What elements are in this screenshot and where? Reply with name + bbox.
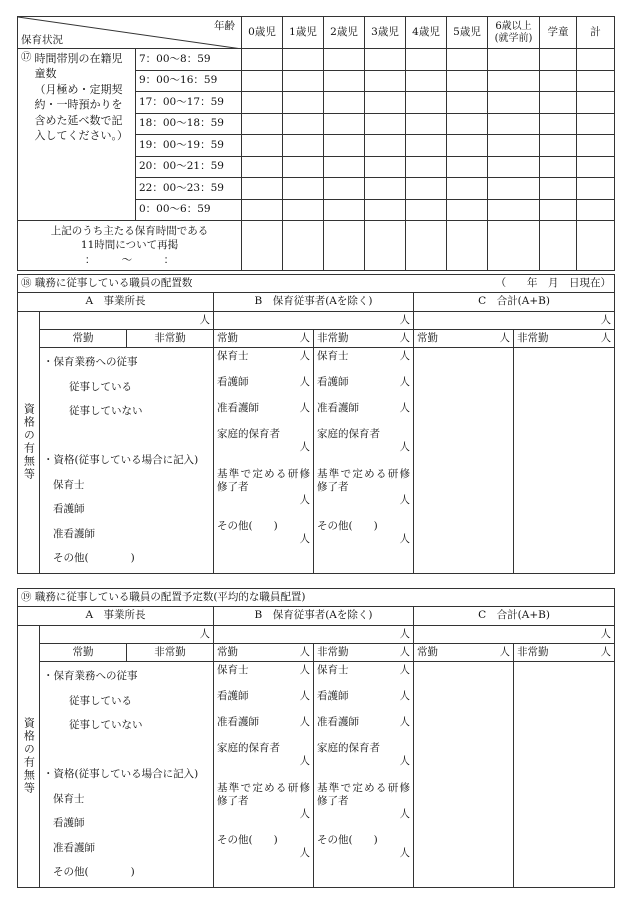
col-header-age5: 5歳児 [447,17,488,49]
c-fulltime-header[interactable] [414,330,514,348]
count-cell[interactable] [488,178,540,200]
count-cell[interactable] [577,178,615,200]
col-header-age3: 3歳児 [365,17,406,49]
b-ft-unit: 人 [299,533,310,546]
b-pt-nurse: 看護師 [317,376,349,388]
b-pt-unit: 人 [399,690,410,702]
count-cell[interactable] [540,135,577,157]
footer-recap-time-range[interactable]: ： 〜 ： [84,253,175,266]
b-ft-assistant-nurse: 准看護師 [217,402,259,414]
b-pt-unit: 人 [399,494,410,507]
count-cell[interactable] [488,113,540,135]
a-fulltime-header: 常勤 [40,330,127,348]
count-cell[interactable] [365,135,406,157]
b-ft-unit: 人 [299,402,310,414]
b-parttime-header [314,330,414,348]
diagonal-line [18,17,242,49]
count-cell[interactable] [540,113,577,135]
label-17-cell [18,49,136,221]
count-cell[interactable] [406,113,447,135]
count-cell[interactable] [242,178,283,200]
count-cell[interactable] [324,199,365,221]
footer-recap-line1: 上記のうち主たる保育時間である [50,225,209,238]
count-cell[interactable] [324,221,365,271]
count-cell[interactable] [406,178,447,200]
count-cell[interactable] [365,70,406,92]
b-ft-unit: 人 [299,376,310,388]
count-cell[interactable] [283,92,324,114]
count-cell[interactable] [447,156,488,178]
side-label-qualifications: 資格の有無等 [18,626,40,888]
count-cell[interactable] [488,156,540,178]
b-pt-unit: 人 [399,441,410,454]
b-fulltime-unit: 人 [299,645,310,658]
count-cell[interactable] [324,135,365,157]
count-cell[interactable] [324,178,365,200]
side-label-qualifications: 資格の有無等 [18,312,40,574]
count-cell[interactable] [324,70,365,92]
count-cell[interactable] [324,156,365,178]
col-header-age1: 1歳児 [283,17,324,49]
b-pt-unit: 人 [399,533,410,546]
count-cell[interactable] [447,70,488,92]
c-parttime-unit: 人 [600,331,612,344]
count-cell[interactable] [406,92,447,114]
count-cell[interactable] [242,156,283,178]
b-pt-unit: 人 [399,402,410,414]
col-header-c: C 合計(A+B) [414,293,615,312]
b-pt-other: その他( ) [317,834,378,846]
time-slot-label: 19：00〜19：59 [136,135,242,157]
count-cell[interactable] [488,221,540,271]
b-ft-assistant-nurse: 准看護師 [217,716,259,728]
c-fulltime-body[interactable] [414,348,514,574]
c-fulltime-header[interactable] [414,644,514,662]
table-18-staff-placement [17,274,615,574]
a-items-list[interactable] [40,348,214,574]
count-cell[interactable] [365,156,406,178]
count-cell[interactable] [577,113,615,135]
b-pt-unit: 人 [399,350,410,362]
count-cell[interactable] [283,221,324,271]
section-18-as-of-date[interactable]: （ 年 月 日現在） [495,276,612,289]
b-pt-nursery-teacher: 保育士 [317,350,349,362]
a-item-assistant-nurse[interactable]: 准看護師 [53,527,95,540]
count-cell[interactable] [447,135,488,157]
b-pt-home-caregiver: 家庭的保育者 [317,742,380,754]
time-slot-label: 17：00〜17：59 [136,92,242,114]
a-item-nurse[interactable]: 看護師 [53,817,85,829]
footer-recap-cell[interactable] [18,221,242,271]
unit-c-total[interactable]: 人 [414,626,615,644]
b-fulltime-label: 常勤 [217,645,238,658]
count-cell[interactable] [283,113,324,135]
label-17-number: ⑰ [21,51,32,63]
a-item-assistant-nurse[interactable]: 准看護師 [53,841,95,854]
count-cell[interactable] [540,70,577,92]
table-19-planned-staff [17,588,615,888]
b-ft-unit: 人 [299,808,310,821]
a-item-qualification: ・資格(従事している場合に記入) [43,454,199,466]
time-slot-label: 0：00〜6：59 [136,199,242,221]
a-items-list[interactable] [40,662,214,888]
b-pt-nursery-teacher: 保育士 [317,664,349,676]
b-ft-home-caregiver: 家庭的保育者 [217,428,280,440]
count-cell[interactable] [577,70,615,92]
c-parttime-header[interactable] [514,644,615,662]
count-cell[interactable] [242,221,283,271]
b-pt-assistant-nurse: 准看護師 [317,402,359,414]
b-pt-certified-trainee: 基準で定める研修修了者 [317,468,410,494]
unit-a-total[interactable]: 人 [40,626,214,644]
count-cell[interactable] [447,92,488,114]
col-header-a: A 事業所長 [18,293,214,312]
count-cell[interactable] [242,49,283,71]
a-item-qualification: ・資格(従事している場合に記入) [43,768,199,780]
count-cell[interactable] [577,156,615,178]
c-fulltime-body[interactable] [414,662,514,888]
count-cell[interactable] [283,49,324,71]
time-slot-label: 9：00〜16：59 [136,70,242,92]
header-corner-cell [18,17,242,49]
c-parttime-unit: 人 [600,645,612,658]
c-fulltime-unit: 人 [499,331,510,344]
b-parttime-unit: 人 [399,645,410,658]
c-fulltime-unit: 人 [499,645,510,658]
a-item-nurse[interactable]: 看護師 [53,503,85,515]
count-cell[interactable] [365,178,406,200]
count-cell[interactable] [365,49,406,71]
count-cell[interactable] [324,113,365,135]
a-fulltime-header: 常勤 [40,644,127,662]
b-fulltime-items[interactable] [214,348,314,574]
table-17-hourly-enrollment [17,16,615,271]
b-parttime-header [314,644,414,662]
b-ft-other: その他( ) [217,520,278,532]
count-cell[interactable] [540,49,577,71]
b-pt-certified-trainee: 基準で定める研修修了者 [317,782,410,808]
b-pt-other: その他( ) [317,520,378,532]
a-item-other[interactable]: その他( ) [53,552,135,564]
c-parttime-header[interactable] [514,330,615,348]
col-header-c: C 合計(A+B) [414,607,615,626]
b-fulltime-header [214,644,314,662]
count-cell[interactable] [447,178,488,200]
label-17-text: 時間帯別の在籍児童数 （月極め・定期契約・一時預かりを含めた延べ数で記入してください。） [34,52,128,142]
count-cell[interactable] [447,221,488,271]
count-cell[interactable] [577,92,615,114]
count-cell[interactable] [365,221,406,271]
count-cell[interactable] [577,199,615,221]
col-header-age0: 0歳児 [242,17,283,49]
col-header-b: B 保育従事者(Aを除く) [214,607,414,626]
c-parttime-label: 非常勤 [517,645,549,658]
b-pt-home-caregiver: 家庭的保育者 [317,428,380,440]
b-ft-nursery-teacher: 保育士 [217,350,249,362]
col-header-age6plus: 6歳以上 (就学前) [488,17,540,49]
count-cell[interactable] [283,178,324,200]
a-item-engagement: ・保育業務への従事 [43,670,138,682]
count-cell[interactable] [242,199,283,221]
count-cell[interactable] [324,92,365,114]
count-cell[interactable] [365,113,406,135]
a-item-not-engaged[interactable]: 従事していない [69,719,143,731]
b-ft-certified-trainee: 基準で定める研修修了者 [217,782,310,808]
count-cell[interactable] [283,156,324,178]
b-pt-unit: 人 [399,716,410,728]
count-cell[interactable] [488,49,540,71]
b-pt-nurse: 看護師 [317,690,349,702]
b-ft-unit: 人 [299,690,310,702]
count-cell[interactable] [577,135,615,157]
b-pt-unit: 人 [399,376,410,388]
b-parttime-items[interactable] [314,662,414,888]
a-item-engaged[interactable]: 従事している [69,694,132,707]
b-pt-unit: 人 [399,808,410,821]
b-ft-unit: 人 [299,494,310,507]
count-cell[interactable] [488,199,540,221]
count-cell[interactable] [406,156,447,178]
count-cell[interactable] [365,92,406,114]
count-cell[interactable] [242,92,283,114]
count-cell[interactable] [540,221,577,271]
count-cell[interactable] [283,70,324,92]
b-pt-unit: 人 [399,847,410,860]
a-item-engaged[interactable]: 従事している [69,380,132,393]
b-pt-assistant-nurse: 准看護師 [317,716,359,728]
unit-c-total[interactable]: 人 [414,312,615,330]
col-header-school: 学童 [540,17,577,49]
c-parttime-body[interactable] [514,348,615,574]
b-ft-unit: 人 [299,755,310,768]
a-item-nursery-teacher[interactable]: 保育士 [53,478,85,491]
count-cell[interactable] [540,178,577,200]
count-cell[interactable] [447,49,488,71]
section-18-title: ⑱ 職務に従事している職員の配置数 [21,276,193,289]
count-cell[interactable] [406,49,447,71]
a-parttime-header: 非常勤 [127,330,214,348]
count-cell[interactable] [283,135,324,157]
count-cell[interactable] [577,49,615,71]
b-fulltime-header [214,330,314,348]
time-slot-label: 18：00〜18：59 [136,113,242,135]
b-parttime-items[interactable] [314,348,414,574]
b-parttime-unit: 人 [399,331,410,344]
count-cell[interactable] [406,135,447,157]
col-header-a: A 事業所長 [18,607,214,626]
b-ft-certified-trainee: 基準で定める研修修了者 [217,468,310,494]
unit-b-total[interactable]: 人 [214,626,414,644]
header-status-label: 保育状況 [21,33,63,46]
b-fulltime-label: 常勤 [217,331,238,344]
a-item-spacer [43,424,210,449]
time-slot-label: 7：00〜8：59 [136,49,242,71]
b-pt-unit: 人 [399,755,410,768]
a-item-not-engaged[interactable]: 従事していない [69,405,143,417]
b-ft-unit: 人 [299,847,310,860]
b-ft-unit: 人 [299,441,310,454]
time-slot-label: 22：00〜23：59 [136,178,242,200]
col-header-b: B 保育従事者(Aを除く) [214,293,414,312]
b-fulltime-items[interactable] [214,662,314,888]
footer-recap-line2: 11時間について再掲 [80,239,179,252]
count-cell[interactable] [283,199,324,221]
col-header-age2: 2歳児 [324,17,365,49]
b-ft-unit: 人 [299,664,310,676]
b-ft-unit: 人 [299,716,310,728]
unit-b-total[interactable]: 人 [214,312,414,330]
col-header-total: 計 [577,17,615,49]
a-item-nursery-teacher[interactable]: 保育士 [53,792,85,805]
b-parttime-label: 非常勤 [317,645,349,658]
header-age-label: 年齢 [214,20,235,33]
count-cell[interactable] [365,199,406,221]
a-item-spacer [43,738,210,763]
count-cell[interactable] [242,135,283,157]
count-cell[interactable] [324,49,365,71]
b-ft-nurse: 看護師 [217,376,249,388]
count-cell[interactable] [447,199,488,221]
c-parttime-label: 非常勤 [517,331,549,344]
c-fulltime-label: 常勤 [417,645,438,658]
count-cell[interactable] [540,199,577,221]
count-cell[interactable] [540,92,577,114]
c-parttime-body[interactable] [514,662,615,888]
count-cell[interactable] [406,221,447,271]
count-cell[interactable] [242,113,283,135]
a-item-other[interactable]: その他( ) [53,866,135,878]
section-19-title: ⑲ 職務に従事している職員の配置予定数(平均的な職員配置) [18,589,615,607]
count-cell[interactable] [488,135,540,157]
b-ft-nurse: 看護師 [217,690,249,702]
count-cell[interactable] [488,92,540,114]
unit-a-total[interactable]: 人 [40,312,214,330]
section-18-title-row [18,275,615,293]
b-ft-unit: 人 [299,350,310,362]
c-fulltime-label: 常勤 [417,331,438,344]
count-cell[interactable] [242,70,283,92]
a-parttime-header: 非常勤 [127,644,214,662]
b-parttime-label: 非常勤 [317,331,349,344]
count-cell[interactable] [406,70,447,92]
col-header-age4: 4歳児 [406,17,447,49]
a-item-engagement: ・保育業務への従事 [43,356,138,368]
time-slot-label: 20：00〜21：59 [136,156,242,178]
b-fulltime-unit: 人 [299,331,310,344]
count-cell[interactable] [488,70,540,92]
count-cell[interactable] [406,199,447,221]
b-ft-other: その他( ) [217,834,278,846]
count-cell[interactable] [447,113,488,135]
b-ft-home-caregiver: 家庭的保育者 [217,742,280,754]
b-ft-nursery-teacher: 保育士 [217,664,249,676]
b-pt-unit: 人 [399,664,410,676]
count-cell[interactable] [540,156,577,178]
count-cell[interactable] [577,221,615,271]
